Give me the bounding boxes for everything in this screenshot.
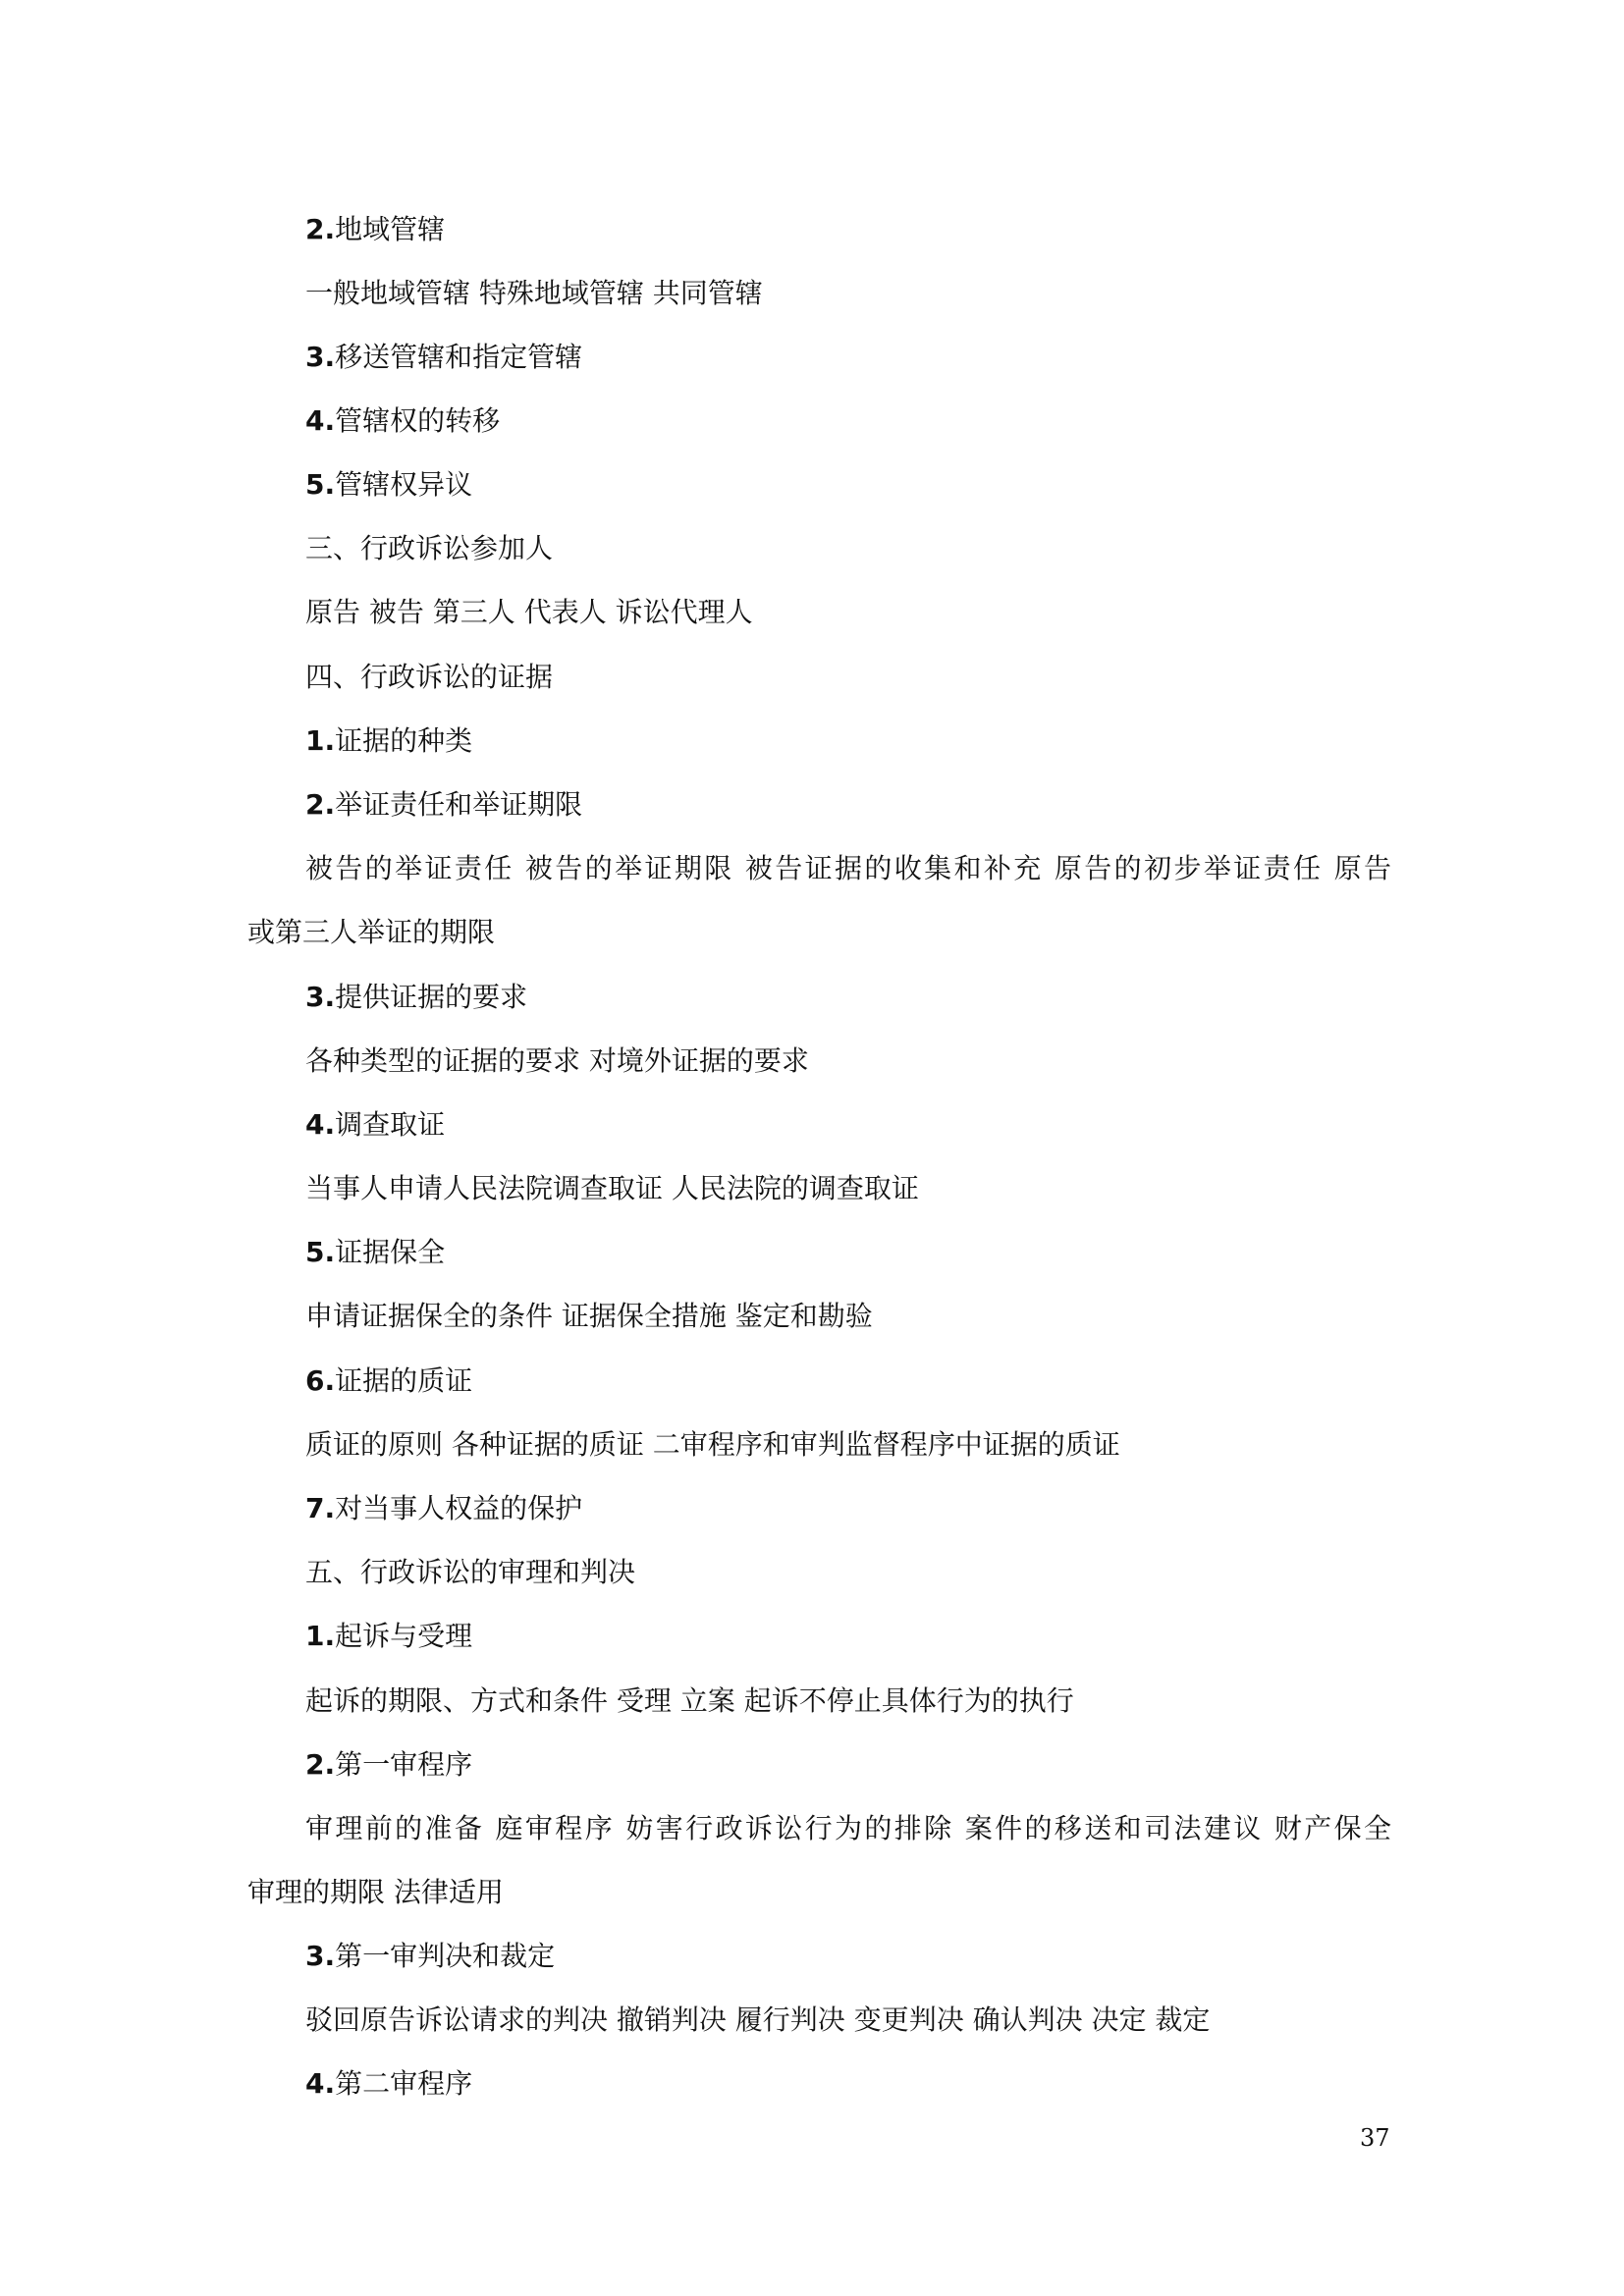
body-line: 起诉的期限、方式和条件 受理 立案 起诉不停止具体行为的执行 <box>305 1684 1074 1717</box>
body-line: 被告的举证责任 被告的举证期限 被告证据的收集和补充 原告的初步举证责任 原告 <box>305 852 1391 884</box>
body-line: 申请证据保全的条件 证据保全措施 鉴定和勘验 <box>305 1300 873 1332</box>
section-heading-evidence: 四、行政诉讼的证据 <box>305 661 554 693</box>
body-line: 原告 被告 第三人 代表人 诉讼代理人 <box>305 596 753 628</box>
body-line: 审理前的准备 庭审程序 妨害行政诉讼行为的排除 案件的移送和司法建议 财产保全 <box>305 1812 1391 1844</box>
heading-transfer-designated-jurisdiction: 3.移送管辖和指定管辖 <box>305 341 583 373</box>
page-number: 37 <box>1360 2124 1390 2152</box>
heading-second-instance: 4.第二审程序 <box>305 2067 473 2100</box>
heading-cross-examination: 6.证据的质证 <box>305 1364 473 1397</box>
body-line-continuation: 或第三人举证的期限 <box>247 916 496 948</box>
heading-first-instance: 2.第一审程序 <box>305 1748 473 1781</box>
body-line: 一般地域管辖 特殊地域管辖 共同管辖 <box>305 277 763 309</box>
body-line: 质证的原则 各种证据的质证 二审程序和审判监督程序中证据的质证 <box>305 1428 1120 1461</box>
section-heading-participants: 三、行政诉讼参加人 <box>305 532 554 564</box>
body-line-continuation: 审理的期限 法律适用 <box>247 1876 504 1908</box>
heading-burden-of-proof: 2.举证责任和举证期限 <box>305 788 583 821</box>
heading-jurisdiction-transfer: 4.管辖权的转移 <box>305 404 501 437</box>
heading-rights-protection: 7.对当事人权益的保护 <box>305 1492 583 1524</box>
heading-evidence-requirements: 3.提供证据的要求 <box>305 981 528 1013</box>
heading-evidence-preservation: 5.证据保全 <box>305 1236 446 1268</box>
heading-filing-acceptance: 1.起诉与受理 <box>305 1620 473 1652</box>
heading-territorial-jurisdiction: 2.地域管辖 <box>305 213 446 245</box>
body-line: 当事人申请人民法院调查取证 人民法院的调查取证 <box>305 1172 919 1204</box>
heading-evidence-types: 1.证据的种类 <box>305 724 473 757</box>
body-line: 各种类型的证据的要求 对境外证据的要求 <box>305 1044 809 1077</box>
heading-first-instance-judgment: 3.第一审判决和裁定 <box>305 1940 556 1972</box>
section-heading-trial-judgment: 五、行政诉讼的审理和判决 <box>305 1556 636 1588</box>
heading-jurisdiction-objection: 5.管辖权异议 <box>305 468 473 501</box>
heading-investigation: 4.调查取证 <box>305 1108 446 1141</box>
body-line: 驳回原告诉讼请求的判决 撤销判决 履行判决 变更判决 确认判决 决定 裁定 <box>305 2003 1211 2036</box>
